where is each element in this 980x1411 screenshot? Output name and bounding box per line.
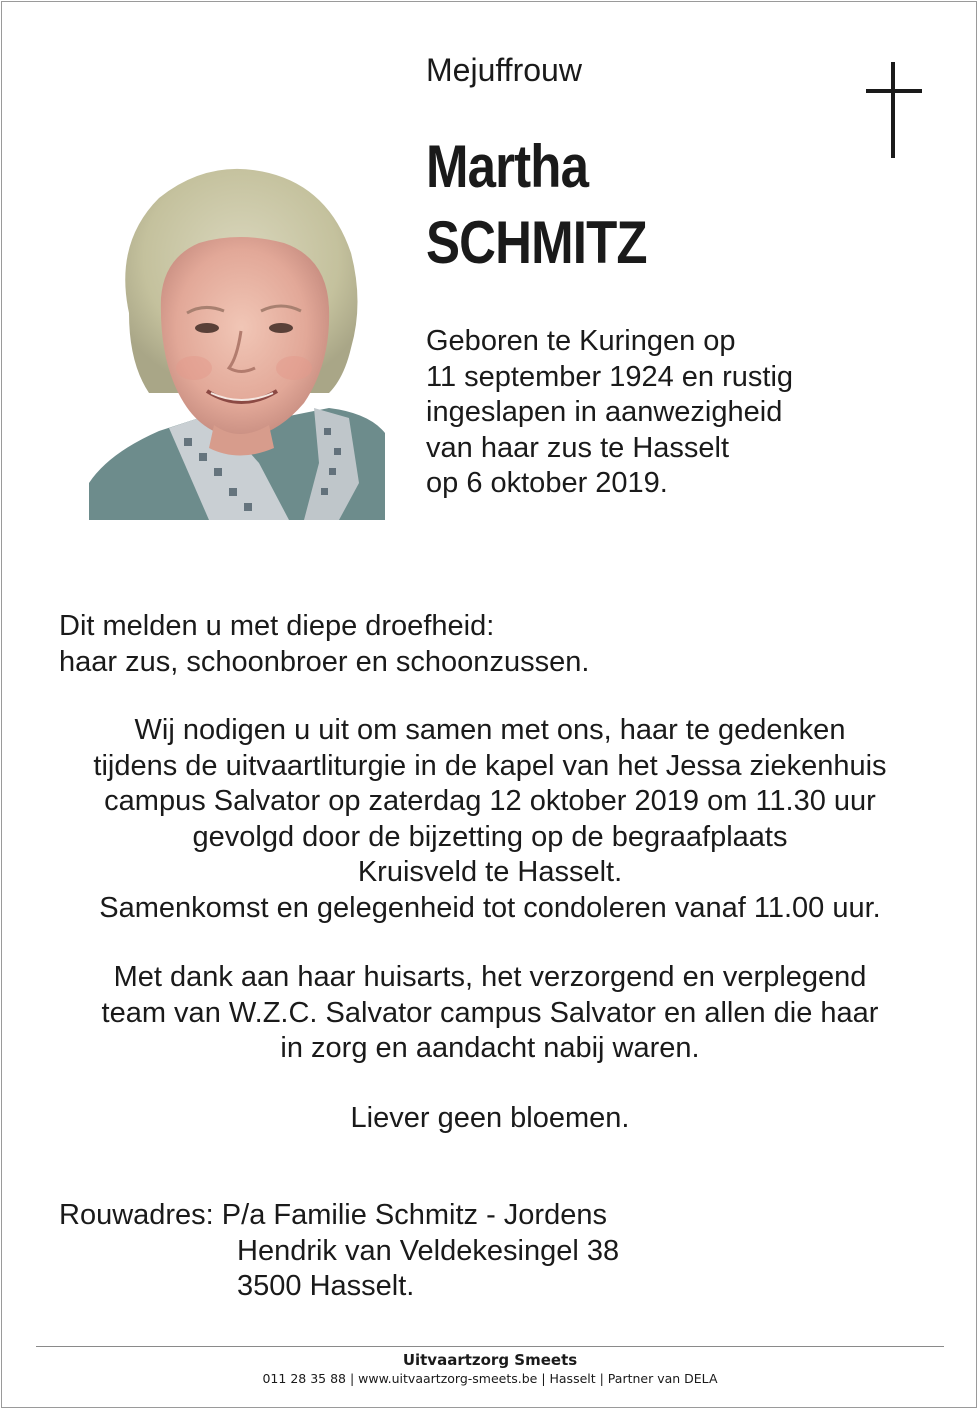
last-name: SCHMITZ xyxy=(426,209,647,276)
funeral-company-info: 011 28 35 88 | www.uitvaartzorg-smeets.be | Hasselt | Partner van DELA xyxy=(262,1371,718,1386)
cross-icon xyxy=(866,62,922,158)
thanks-line: in zorg en aandacht nabij waren. xyxy=(280,1032,700,1064)
birth-line: ingeslapen in aanwezigheid xyxy=(426,396,783,428)
footer-divider xyxy=(36,1346,944,1347)
first-name: Martha xyxy=(426,133,589,200)
birth-line: op 6 oktober 2019. xyxy=(426,467,668,499)
announcement xyxy=(59,609,589,680)
invite-line: Kruisveld te Hasselt. xyxy=(357,856,623,888)
invite-line: Samenkomst en gelegenheid tot condoleren vanaf 11.00 uur. xyxy=(99,891,881,924)
birth-details xyxy=(426,324,793,502)
birth-line: 11 september 1924 en rustig xyxy=(426,360,794,393)
announce-line: Dit melden u met diepe droefheid: xyxy=(59,610,495,642)
invite-line: tijdens de uitvaartliturgie in de kapel van het Jessa ziekenhuis xyxy=(93,749,887,782)
address-label: Rouwadres: P/a Familie Schmitz - Jordens xyxy=(59,1199,607,1231)
invite-line: campus Salvator op zaterdag 12 oktober 2019 om 11.30 uur xyxy=(104,785,876,817)
thanks-line: Met dank aan haar huisarts, het verzorgend en verplegend xyxy=(113,961,867,993)
thanks xyxy=(0,960,980,1067)
invitation xyxy=(0,713,980,926)
address-city: 3500 Hasselt. xyxy=(237,1270,415,1302)
address-street: Hendrik van Veldekesingel 38 xyxy=(237,1234,620,1267)
mourning-address xyxy=(59,1198,619,1305)
birth-line: van haar zus te Hasselt xyxy=(426,431,730,464)
funeral-company-name: Uitvaartzorg Smeets xyxy=(402,1351,578,1369)
thanks-line: team van W.Z.C. Salvator campus Salvator en allen die haar xyxy=(101,996,879,1029)
salutation: Mejuffrouw xyxy=(426,52,582,88)
birth-line: Geboren te Kuringen op xyxy=(426,325,736,357)
invite-line: Wij nodigen u uit om samen met ons, haar te gedenken xyxy=(134,714,846,746)
invite-line: gevolgd door de bijzetting op de begraafplaats xyxy=(192,820,788,853)
flowers-note: Liever geen bloemen. xyxy=(350,1102,630,1134)
portrait-photo xyxy=(89,163,385,520)
announce-line: haar zus, schoonbroer en schoonzussen. xyxy=(59,645,590,678)
